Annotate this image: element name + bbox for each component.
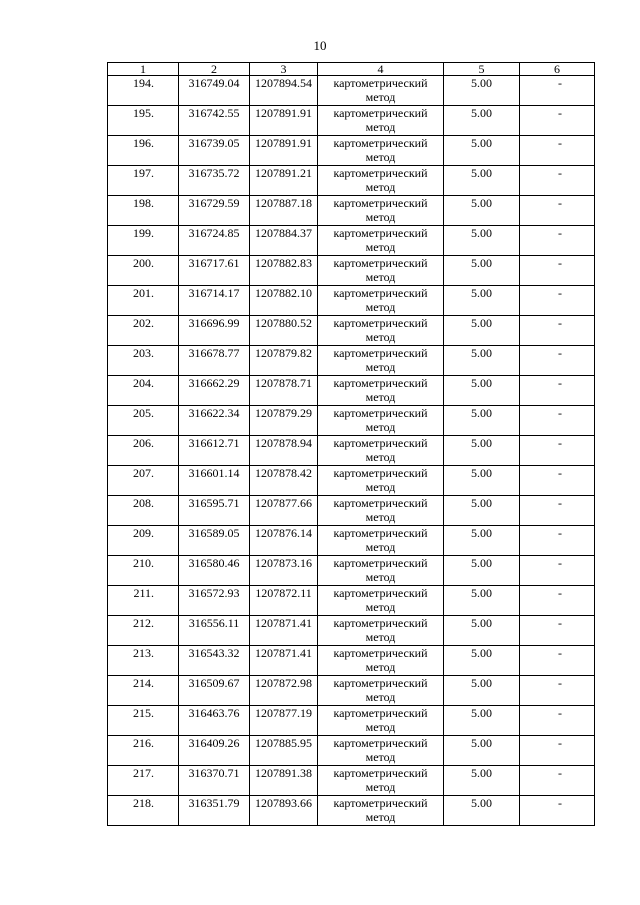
y-coordinate-cell: 1207871.41 <box>250 646 318 676</box>
table-row <box>108 616 595 646</box>
table-row <box>108 196 595 226</box>
y-coordinate-cell: 1207871.41 <box>250 616 318 646</box>
point-number-cell: 202. <box>108 316 179 346</box>
table-row <box>108 166 595 196</box>
method-cell: картометрический метод <box>318 106 444 136</box>
note-cell: - <box>520 496 595 526</box>
point-number-cell: 216. <box>108 736 179 766</box>
point-number-cell: 210. <box>108 556 179 586</box>
y-coordinate-cell: 1207877.66 <box>250 496 318 526</box>
note-cell: - <box>520 316 595 346</box>
table-row <box>108 286 595 316</box>
point-number-cell: 196. <box>108 136 179 166</box>
method-cell: картометрический метод <box>318 496 444 526</box>
accuracy-cell: 5.00 <box>444 376 520 406</box>
y-coordinate-cell: 1207873.16 <box>250 556 318 586</box>
table-row <box>108 376 595 406</box>
accuracy-cell: 5.00 <box>444 766 520 796</box>
column-header: 3 <box>250 63 318 76</box>
table-row <box>108 256 595 286</box>
note-cell: - <box>520 346 595 376</box>
y-coordinate-cell: 1207879.82 <box>250 346 318 376</box>
point-number-cell: 198. <box>108 196 179 226</box>
table-row <box>108 136 595 166</box>
point-number-cell: 218. <box>108 796 179 826</box>
point-number-cell: 211. <box>108 586 179 616</box>
accuracy-cell: 5.00 <box>444 676 520 706</box>
y-coordinate-cell: 1207894.54 <box>250 76 318 106</box>
y-coordinate-cell: 1207893.66 <box>250 796 318 826</box>
table-row <box>108 496 595 526</box>
y-coordinate-cell: 1207879.29 <box>250 406 318 436</box>
accuracy-cell: 5.00 <box>444 496 520 526</box>
table-body <box>108 76 595 826</box>
column-header: 2 <box>179 63 250 76</box>
x-coordinate-cell: 316580.46 <box>179 556 250 586</box>
y-coordinate-cell: 1207885.95 <box>250 736 318 766</box>
point-number-cell: 201. <box>108 286 179 316</box>
y-coordinate-cell: 1207878.42 <box>250 466 318 496</box>
y-coordinate-cell: 1207887.18 <box>250 196 318 226</box>
coordinates-table <box>107 62 595 826</box>
note-cell: - <box>520 586 595 616</box>
point-number-cell: 208. <box>108 496 179 526</box>
x-coordinate-cell: 316729.59 <box>179 196 250 226</box>
note-cell: - <box>520 406 595 436</box>
method-cell: картометрический метод <box>318 616 444 646</box>
accuracy-cell: 5.00 <box>444 226 520 256</box>
point-number-cell: 213. <box>108 646 179 676</box>
note-cell: - <box>520 616 595 646</box>
table-row <box>108 676 595 706</box>
point-number-cell: 204. <box>108 376 179 406</box>
accuracy-cell: 5.00 <box>444 316 520 346</box>
method-cell: картометрический метод <box>318 436 444 466</box>
table-row <box>108 646 595 676</box>
point-number-cell: 195. <box>108 106 179 136</box>
method-cell: картометрический метод <box>318 646 444 676</box>
method-cell: картометрический метод <box>318 286 444 316</box>
note-cell: - <box>520 556 595 586</box>
point-number-cell: 194. <box>108 76 179 106</box>
table-header-row <box>108 63 595 76</box>
accuracy-cell: 5.00 <box>444 346 520 376</box>
table-row <box>108 736 595 766</box>
y-coordinate-cell: 1207891.91 <box>250 136 318 166</box>
accuracy-cell: 5.00 <box>444 646 520 676</box>
method-cell: картометрический метод <box>318 526 444 556</box>
method-cell: картометрический метод <box>318 316 444 346</box>
y-coordinate-cell: 1207876.14 <box>250 526 318 556</box>
x-coordinate-cell: 316742.55 <box>179 106 250 136</box>
accuracy-cell: 5.00 <box>444 406 520 436</box>
method-cell: картометрический метод <box>318 736 444 766</box>
method-cell: картометрический метод <box>318 406 444 436</box>
column-header: 1 <box>108 63 179 76</box>
x-coordinate-cell: 316589.05 <box>179 526 250 556</box>
point-number-cell: 203. <box>108 346 179 376</box>
note-cell: - <box>520 436 595 466</box>
table-row <box>108 316 595 346</box>
accuracy-cell: 5.00 <box>444 196 520 226</box>
method-cell: картометрический метод <box>318 136 444 166</box>
x-coordinate-cell: 316463.76 <box>179 706 250 736</box>
x-coordinate-cell: 316601.14 <box>179 466 250 496</box>
accuracy-cell: 5.00 <box>444 106 520 136</box>
note-cell: - <box>520 526 595 556</box>
accuracy-cell: 5.00 <box>444 706 520 736</box>
table-row <box>108 466 595 496</box>
accuracy-cell: 5.00 <box>444 796 520 826</box>
method-cell: картометрический метод <box>318 796 444 826</box>
y-coordinate-cell: 1207891.91 <box>250 106 318 136</box>
table-row <box>108 406 595 436</box>
note-cell: - <box>520 706 595 736</box>
accuracy-cell: 5.00 <box>444 136 520 166</box>
note-cell: - <box>520 226 595 256</box>
x-coordinate-cell: 316409.26 <box>179 736 250 766</box>
point-number-cell: 212. <box>108 616 179 646</box>
table-row <box>108 76 595 106</box>
note-cell: - <box>520 286 595 316</box>
note-cell: - <box>520 646 595 676</box>
note-cell: - <box>520 676 595 706</box>
method-cell: картометрический метод <box>318 766 444 796</box>
note-cell: - <box>520 166 595 196</box>
table-row <box>108 526 595 556</box>
accuracy-cell: 5.00 <box>444 586 520 616</box>
x-coordinate-cell: 316622.34 <box>179 406 250 436</box>
y-coordinate-cell: 1207884.37 <box>250 226 318 256</box>
x-coordinate-cell: 316735.72 <box>179 166 250 196</box>
method-cell: картометрический метод <box>318 346 444 376</box>
method-cell: картометрический метод <box>318 586 444 616</box>
method-cell: картометрический метод <box>318 196 444 226</box>
method-cell: картометрический метод <box>318 166 444 196</box>
accuracy-cell: 5.00 <box>444 736 520 766</box>
y-coordinate-cell: 1207891.38 <box>250 766 318 796</box>
table-row <box>108 436 595 466</box>
x-coordinate-cell: 316509.67 <box>179 676 250 706</box>
x-coordinate-cell: 316696.99 <box>179 316 250 346</box>
x-coordinate-cell: 316612.71 <box>179 436 250 466</box>
note-cell: - <box>520 736 595 766</box>
y-coordinate-cell: 1207882.83 <box>250 256 318 286</box>
point-number-cell: 217. <box>108 766 179 796</box>
point-number-cell: 206. <box>108 436 179 466</box>
note-cell: - <box>520 466 595 496</box>
accuracy-cell: 5.00 <box>444 466 520 496</box>
column-header: 6 <box>520 63 595 76</box>
accuracy-cell: 5.00 <box>444 166 520 196</box>
point-number-cell: 215. <box>108 706 179 736</box>
x-coordinate-cell: 316595.71 <box>179 496 250 526</box>
point-number-cell: 207. <box>108 466 179 496</box>
x-coordinate-cell: 316351.79 <box>179 796 250 826</box>
x-coordinate-cell: 316370.71 <box>179 766 250 796</box>
note-cell: - <box>520 256 595 286</box>
accuracy-cell: 5.00 <box>444 286 520 316</box>
method-cell: картометрический метод <box>318 556 444 586</box>
column-header: 5 <box>444 63 520 76</box>
accuracy-cell: 5.00 <box>444 436 520 466</box>
x-coordinate-cell: 316714.17 <box>179 286 250 316</box>
point-number-cell: 205. <box>108 406 179 436</box>
x-coordinate-cell: 316717.61 <box>179 256 250 286</box>
accuracy-cell: 5.00 <box>444 526 520 556</box>
method-cell: картометрический метод <box>318 706 444 736</box>
x-coordinate-cell: 316543.32 <box>179 646 250 676</box>
method-cell: картометрический метод <box>318 676 444 706</box>
method-cell: картометрический метод <box>318 466 444 496</box>
y-coordinate-cell: 1207891.21 <box>250 166 318 196</box>
point-number-cell: 197. <box>108 166 179 196</box>
point-number-cell: 209. <box>108 526 179 556</box>
accuracy-cell: 5.00 <box>444 556 520 586</box>
x-coordinate-cell: 316739.05 <box>179 136 250 166</box>
page-number: 10 <box>313 38 327 53</box>
table-row <box>108 556 595 586</box>
y-coordinate-cell: 1207872.98 <box>250 676 318 706</box>
table-row <box>108 796 595 826</box>
y-coordinate-cell: 1207872.11 <box>250 586 318 616</box>
note-cell: - <box>520 106 595 136</box>
note-cell: - <box>520 76 595 106</box>
table-row <box>108 766 595 796</box>
table-row <box>108 586 595 616</box>
y-coordinate-cell: 1207878.94 <box>250 436 318 466</box>
table-row <box>108 226 595 256</box>
x-coordinate-cell: 316662.29 <box>179 376 250 406</box>
point-number-cell: 200. <box>108 256 179 286</box>
x-coordinate-cell: 316572.93 <box>179 586 250 616</box>
y-coordinate-cell: 1207877.19 <box>250 706 318 736</box>
table-row <box>108 346 595 376</box>
note-cell: - <box>520 196 595 226</box>
x-coordinate-cell: 316749.04 <box>179 76 250 106</box>
accuracy-cell: 5.00 <box>444 256 520 286</box>
table-row <box>108 706 595 736</box>
x-coordinate-cell: 316724.85 <box>179 226 250 256</box>
x-coordinate-cell: 316678.77 <box>179 346 250 376</box>
note-cell: - <box>520 766 595 796</box>
note-cell: - <box>520 796 595 826</box>
table-row <box>108 106 595 136</box>
x-coordinate-cell: 316556.11 <box>179 616 250 646</box>
method-cell: картометрический метод <box>318 226 444 256</box>
point-number-cell: 214. <box>108 676 179 706</box>
y-coordinate-cell: 1207882.10 <box>250 286 318 316</box>
method-cell: картометрический метод <box>318 256 444 286</box>
point-number-cell: 199. <box>108 226 179 256</box>
method-cell: картометрический метод <box>318 76 444 106</box>
accuracy-cell: 5.00 <box>444 616 520 646</box>
y-coordinate-cell: 1207878.71 <box>250 376 318 406</box>
column-header: 4 <box>318 63 444 76</box>
accuracy-cell: 5.00 <box>444 76 520 106</box>
method-cell: картометрический метод <box>318 376 444 406</box>
note-cell: - <box>520 376 595 406</box>
y-coordinate-cell: 1207880.52 <box>250 316 318 346</box>
note-cell: - <box>520 136 595 166</box>
